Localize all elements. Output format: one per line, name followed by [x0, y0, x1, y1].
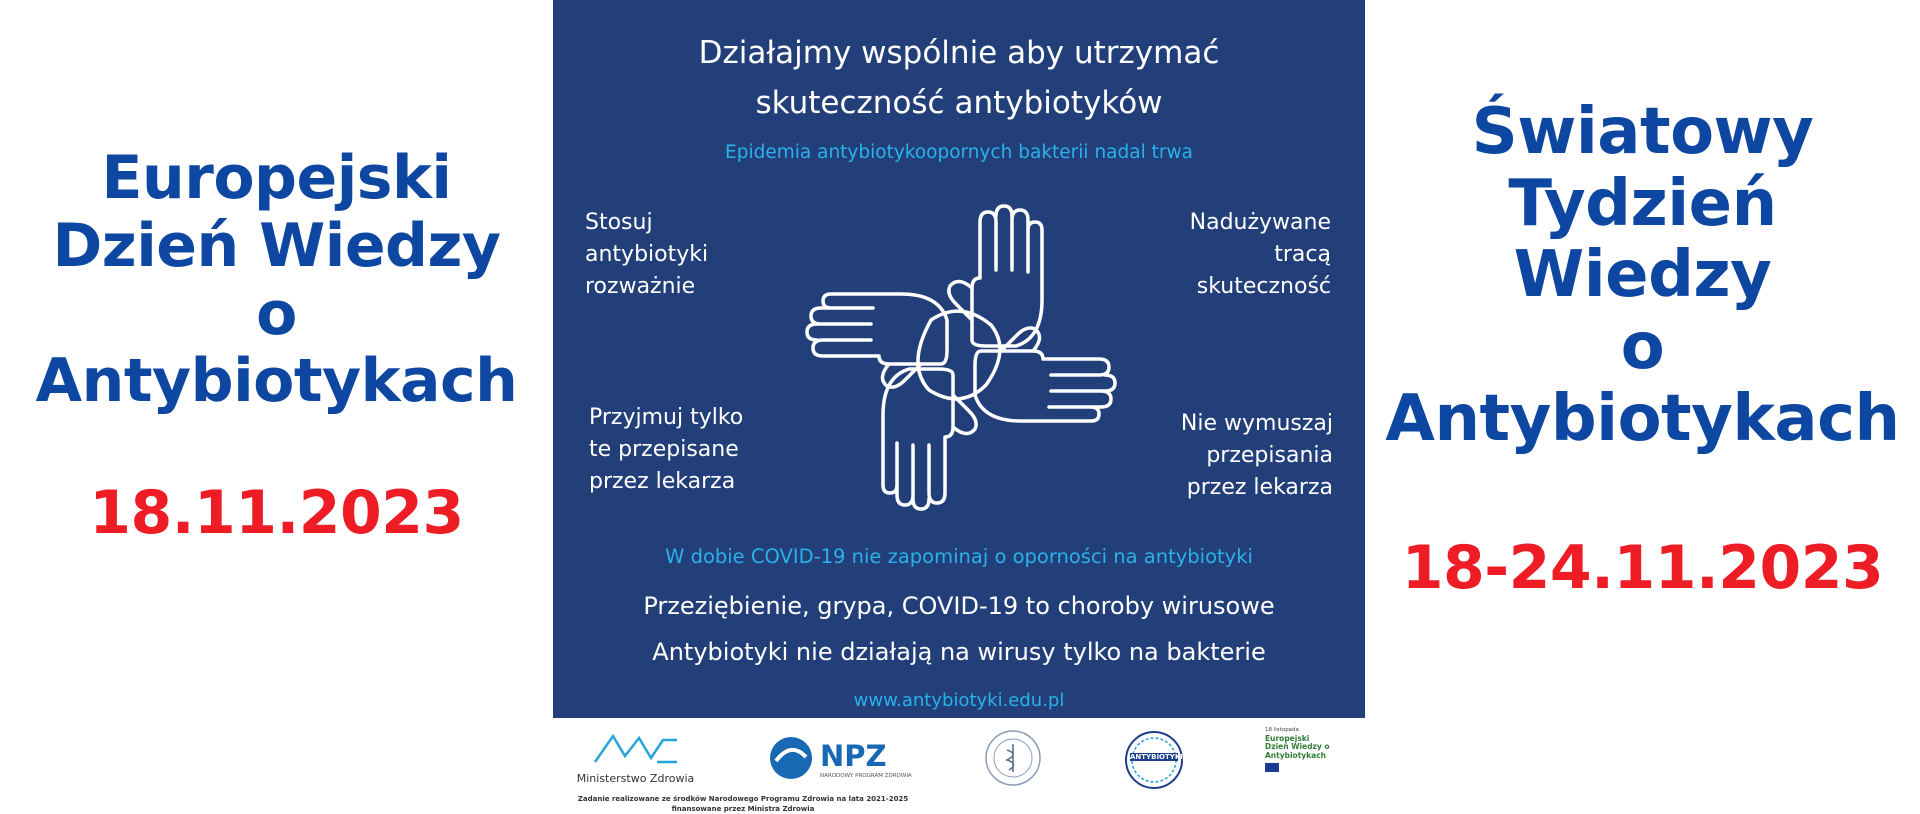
right-title-line: o	[1620, 310, 1665, 385]
european-antibiotic-day-logo	[1265, 726, 1333, 794]
tip-top-left	[585, 207, 708, 303]
right-title-line: Tydzień	[1508, 166, 1777, 241]
antibiotics-poster	[553, 0, 1365, 718]
tip-line: tracą	[1274, 242, 1331, 267]
left-date: 18.11.2023	[89, 478, 464, 549]
funding-line: finansowane przez Ministra Zdrowia	[671, 805, 815, 813]
right-title-line: Antybiotykach	[1385, 381, 1900, 456]
funding-line: Zadanie realizowane ze środków Narodowego Programu Zdrowia na lata 2021-2025	[577, 795, 909, 803]
institute-seal-logo	[983, 728, 1043, 788]
poster-headline	[553, 28, 1365, 128]
website-link[interactable]: www.antybiotyki.edu.pl	[853, 690, 1065, 711]
poster-subheadline: Epidemia antybiotykoopornych bakterii nadal trwa	[725, 142, 1193, 163]
eu-flag-icon	[1265, 763, 1279, 772]
tip-line: antybiotyki	[585, 242, 709, 267]
left-title-panel	[0, 0, 553, 810]
npz-logo	[768, 733, 912, 788]
ministry-name: Ministerstwo Zdrowia	[576, 772, 695, 785]
funding-note	[553, 794, 933, 814]
covid-note: W dobie COVID-19 nie zapominaj o oporności na antybiotyki	[665, 545, 1253, 568]
poster-headline-line: skuteczność antybiotyków	[755, 85, 1163, 121]
fact-line: Antybiotyki nie działają na wirusy tylko na bakterie	[652, 638, 1266, 666]
right-title-line: Wiedzy	[1513, 238, 1772, 313]
tip-line: te przepisane	[589, 437, 739, 462]
tip-line: Nadużywane	[1189, 210, 1331, 235]
npz-subtitle: NARODOWY PROGRAM ZDROWIA	[820, 773, 912, 779]
left-title-line: Antybiotykach	[35, 346, 518, 417]
seal-icon	[983, 728, 1043, 788]
tip-line: Stosuj	[585, 210, 653, 235]
left-title-line: o	[256, 278, 297, 349]
tip-line: skuteczność	[1196, 274, 1331, 299]
ministry-wave-icon	[591, 732, 681, 766]
left-title-line: Dzień Wiedzy	[52, 210, 501, 281]
tip-bottom-left	[589, 402, 743, 498]
npz-emblem-icon	[768, 735, 814, 781]
tip-bottom-right	[1181, 408, 1333, 504]
joined-hands-icon	[801, 200, 1121, 515]
fact-line: Przeziębienie, grypa, COVID-19 to choroby wirusowe	[643, 592, 1275, 620]
npz-label: NPZ	[820, 739, 887, 773]
edaa-line: Dzień Wiedzy o	[1265, 742, 1330, 751]
tip-line: rozważnie	[585, 274, 696, 299]
stosuj-rozwaznie-badge	[1123, 729, 1185, 791]
edaa-line: Europejski	[1265, 733, 1310, 743]
right-date: 18-24.11.2023	[1401, 533, 1884, 604]
ministry-of-health-logo	[573, 732, 698, 792]
tip-line: przepisania	[1206, 443, 1333, 468]
tip-top-right	[1190, 207, 1331, 303]
right-title-line: Światowy	[1471, 95, 1814, 169]
tip-line: Nie wymuszaj	[1180, 411, 1333, 436]
tip-line: Przyjmuj tylko	[589, 405, 744, 430]
poster-headline-line: Działajmy wspólnie aby utrzymać	[698, 35, 1220, 71]
right-title-panel	[1365, 0, 1920, 810]
tip-line: przez lekarza	[589, 469, 736, 494]
badge-label: ANTYBIOTYKI	[1130, 753, 1183, 761]
edaa-line: Antybiotykach	[1265, 750, 1327, 760]
sponsor-logos-bar	[553, 718, 1365, 813]
left-title-line: Europejski	[101, 143, 452, 213]
tip-line: przez lekarza	[1186, 475, 1333, 500]
edaa-date: 18 listopada	[1265, 727, 1299, 733]
